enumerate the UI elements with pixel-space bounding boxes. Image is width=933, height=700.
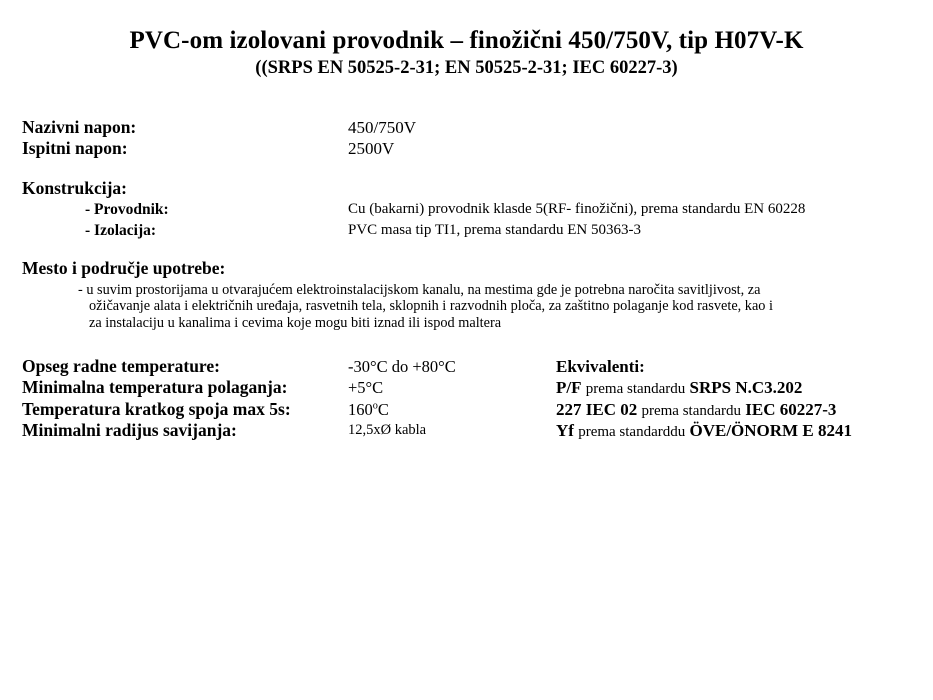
- usage-line: za instalaciju u kanalima i cevima koje mogu biti iznad ili ispod maltera: [89, 314, 502, 331]
- temperature-value: [348, 377, 383, 399]
- spec-value: 2500V: [348, 138, 395, 158]
- spec-row: [0, 220, 933, 241]
- spec-label: Ispitni napon:: [22, 137, 128, 158]
- temperature-label: Minimalni radijus savijanja:: [22, 420, 237, 440]
- spec-row: [0, 138, 933, 159]
- degree-superscript: o: [372, 400, 378, 411]
- equivalent-standard: IEC 60227-3: [745, 399, 837, 419]
- equivalent-row: [556, 377, 802, 401]
- usage-line: ožičavanje alata i električnih uređaja, rasvetnih tela, sklopnih i razvodnih ploča, za zaštitno polaganje kod rasvete, kao i: [89, 298, 773, 315]
- temperature-value: [348, 420, 426, 442]
- table-row: [0, 399, 933, 421]
- temperature-value-text: 12,5xØ kabla: [348, 422, 427, 438]
- equivalent-code: Yf: [556, 421, 574, 440]
- spec-row: [0, 199, 933, 220]
- temperature-label: Opseg radne temperature:: [22, 355, 220, 376]
- temperature-value-text: 160: [348, 399, 373, 419]
- equivalent-code: P/F: [556, 378, 582, 397]
- table-row: [0, 420, 933, 442]
- construction-section: [0, 177, 933, 241]
- equivalent-code: 227 IEC 02: [556, 399, 638, 419]
- equivalent-standard: SRPS N.C3.202: [689, 378, 803, 397]
- spec-value: PVC masa tip TI1, prema standardu EN 50363-3: [348, 221, 642, 238]
- spec-label: Nazivni napon:: [22, 116, 137, 137]
- title-block: [0, 0, 933, 79]
- bottom-section: [0, 356, 933, 448]
- spec-label: - Izolacija:: [85, 221, 157, 239]
- temperature-label: Temperatura kratkog spoja max 5s:: [22, 398, 291, 419]
- usage-line: - u suvim prostorijama u otvarajućem elektroinstalacijskom kanalu, na mestima gde je potrebna naročita savitljivost, za: [78, 281, 761, 298]
- table-row: [0, 377, 933, 399]
- usage-heading: Mesto i područje upotrebe:: [22, 257, 226, 278]
- spec-label: - Provodnik:: [85, 200, 169, 218]
- usage-section: [0, 257, 933, 332]
- table-row: [0, 356, 933, 378]
- temperature-label: Minimalna temperatura polaganja:: [22, 377, 288, 397]
- spec-value: Cu (bakarni) provodnik klasde 5(RF- finožični), prema standardu EN 60228: [348, 200, 806, 217]
- temperature-value-text: +5°C: [348, 378, 384, 397]
- equivalents-heading: Ekvivalenti:: [556, 356, 645, 376]
- spec-row: [0, 117, 933, 138]
- equivalent-row: [556, 420, 852, 444]
- temperature-value: [348, 399, 389, 421]
- equivalent-middle: prema standardu: [585, 381, 686, 397]
- construction-heading: Konstrukcija:: [22, 177, 127, 198]
- equivalent-middle: prema standarddu: [578, 424, 686, 440]
- usage-paragraph: [0, 282, 933, 332]
- temperature-value-text: -30°C do +80°C: [348, 356, 456, 376]
- spec-value: 450/750V: [348, 117, 416, 137]
- equivalent-standard: ÖVE/ÖNORM E 8241: [689, 421, 852, 440]
- equivalent-middle: prema standardu: [641, 402, 742, 419]
- equivalent-row: [556, 399, 836, 423]
- document-title: PVC-om izolovani provodnik – finožični 450/750V, tip H07V-K: [129, 27, 804, 54]
- document-subtitle: ((SRPS EN 50525-2-31; EN 50525-2-31; IEC 60227-3): [255, 58, 678, 78]
- temperature-value: [348, 356, 456, 378]
- voltage-section: [0, 117, 933, 159]
- temperature-value-unit: C: [377, 399, 389, 419]
